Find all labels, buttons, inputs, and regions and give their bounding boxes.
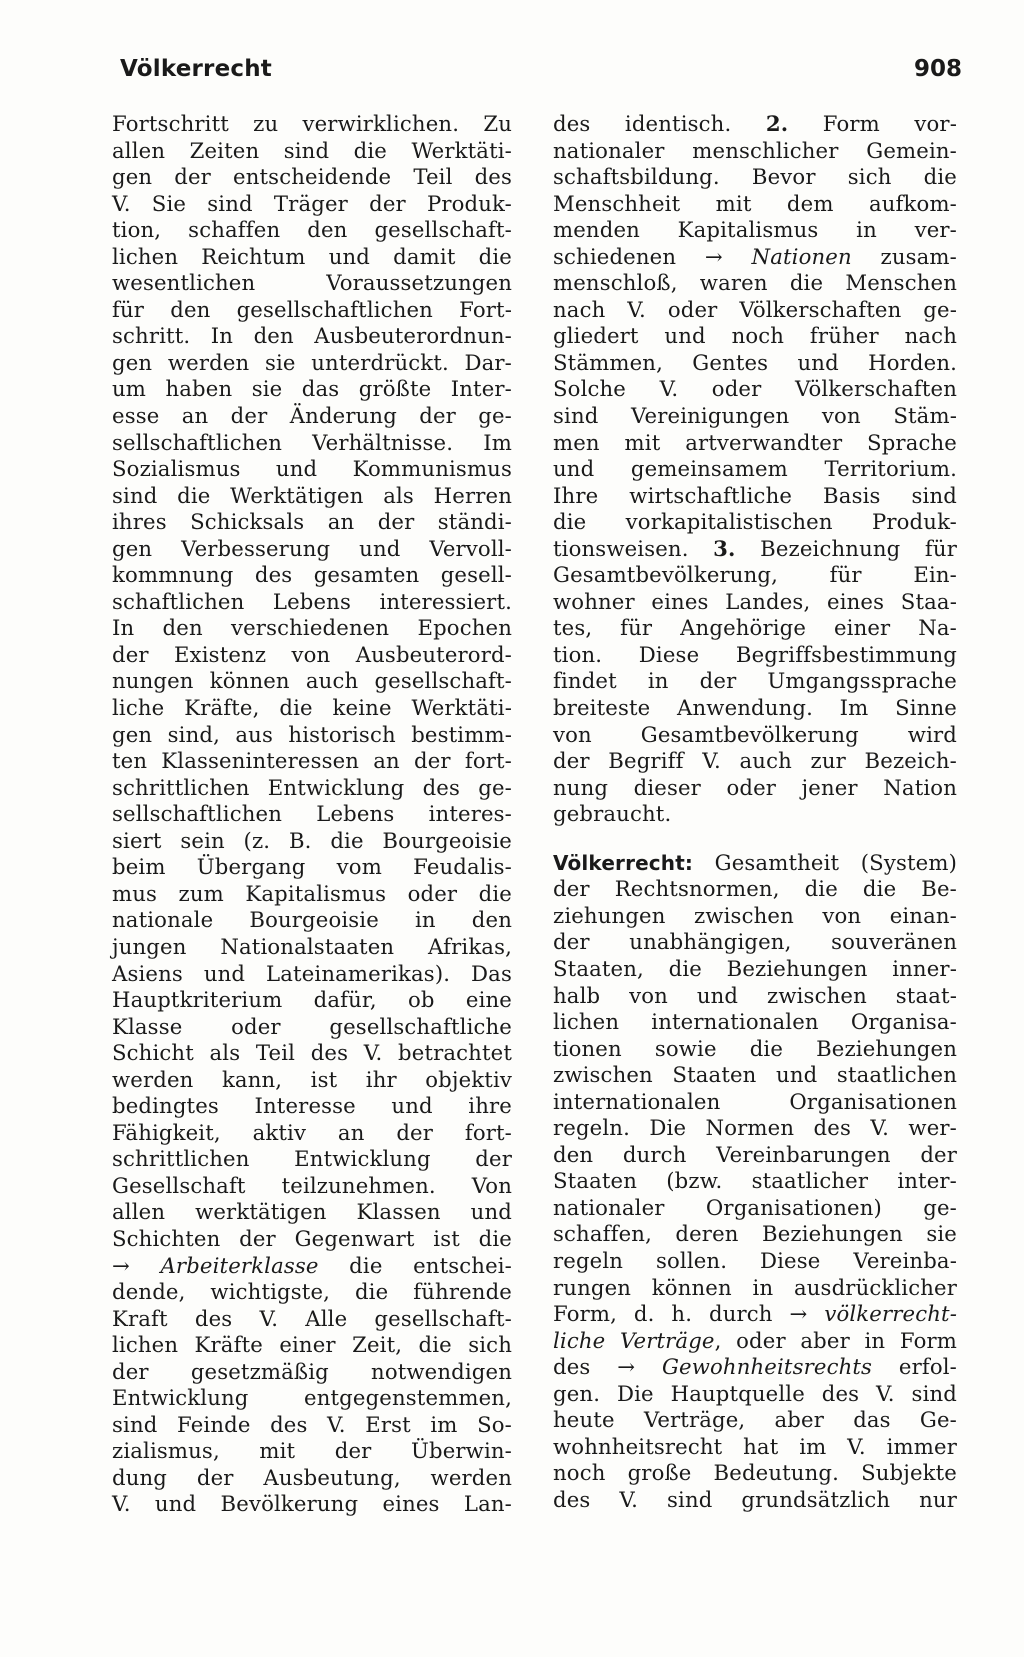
text-fragment: schiedenen — [553, 243, 705, 269]
entry-headword: Völkerrecht: — [553, 850, 694, 875]
text-line: regeln sollen. Diese Vereinba- — [553, 1247, 957, 1273]
text-line: wesentlichen Voraussetzungen — [112, 270, 512, 296]
text-line — [553, 111, 957, 138]
text-line: schaffen, deren Beziehungen sie — [553, 1221, 957, 1247]
text-line: Stämmen, Gentes und Horden. — [553, 349, 957, 375]
text-line: die vorkapitalistischen Produk- — [553, 509, 957, 535]
right-column — [553, 111, 957, 1513]
text-line: ten Klasseninteressen an der fort- — [112, 748, 512, 774]
right-column-lines-d — [553, 876, 957, 1274]
text-line: schrittlichen Entwicklung der — [112, 1146, 512, 1172]
text-line: von Gesamtbevölkerung wird — [553, 721, 957, 747]
text-fragment: tionsweisen. — [553, 535, 714, 561]
text-line: lichen internationalen Organisa- — [553, 1009, 957, 1035]
text-line: internationalen Organisationen — [553, 1088, 957, 1114]
entry-first-line — [553, 850, 957, 877]
text-line — [553, 1354, 957, 1381]
text-line: gen werden sie unterdrückt. Dar- — [112, 349, 512, 375]
text-line: regeln. Die Normen des V. wer- — [553, 1115, 957, 1141]
paragraph-gap — [553, 828, 957, 850]
page-number: 908 — [913, 56, 962, 82]
text-line — [553, 244, 957, 271]
left-column-lines — [112, 111, 512, 1253]
right-column-lines-e — [553, 1381, 957, 1487]
text-line: gen sind, aus historisch bestimm- — [112, 721, 512, 747]
text-line: gen. Die Hauptquelle des V. sind — [553, 1380, 957, 1406]
text-line: sind die Werktätigen als Herren — [112, 482, 512, 508]
cross-reference-gewohnheitsrecht[interactable]: Gewohnheitsrechts — [661, 1354, 873, 1380]
text-line: Staaten (bzw. staatlicher inter- — [553, 1168, 957, 1194]
text-line: In den verschiedenen Epochen — [112, 615, 512, 641]
text-line: nationaler Organisationen) ge- — [553, 1194, 957, 1220]
text-line: heute Verträge, aber das Ge- — [553, 1407, 957, 1433]
text-line — [553, 1328, 957, 1355]
text-line: Klasse oder gesellschaftliche — [112, 1013, 512, 1039]
text-fragment: , oder aber in Form — [714, 1327, 957, 1353]
text-line: tionen sowie die Beziehungen — [553, 1035, 957, 1061]
text-fragment: des — [553, 1354, 618, 1380]
text-line: der gesetzmäßig notwendigen — [112, 1358, 512, 1384]
text-line: der Rechtsnormen, die die Be- — [553, 876, 957, 902]
text-line: gebraucht. — [553, 801, 672, 827]
text-line: sind Vereinigungen von Stäm- — [553, 403, 957, 429]
text-line: V. und Bevölkerung eines Lan- — [112, 1491, 512, 1517]
text-line: bedingtes Interesse und ihre — [112, 1093, 512, 1119]
text-line: schaftlichen Lebens interessiert. — [112, 588, 512, 614]
text-line: esse an der Änderung der ge- — [112, 403, 512, 429]
text-line: Ihre wirtschaftliche Basis sind — [553, 482, 957, 508]
text-line: dende, wichtigste, die führende — [112, 1279, 512, 1305]
text-line: Fähigkeit, aktiv an der fort- — [112, 1119, 512, 1145]
cross-reference-voelkerrechtliche-vertraege[interactable]: völkerrecht- — [824, 1301, 958, 1327]
right-column-lines-a — [553, 138, 957, 244]
text-line: ziehungen zwischen von einan- — [553, 902, 957, 928]
text-line: V. Sie sind Träger der Produk- — [112, 190, 512, 216]
text-line: men mit artverwandter Sprache — [553, 429, 957, 455]
text-line: zwischen Staaten und staatlichen — [553, 1062, 957, 1088]
cross-reference-arrow-icon: → — [617, 1354, 636, 1380]
text-line: halb von und zwischen staat- — [553, 982, 957, 1008]
text-line: Gesamtbevölkerung, für Ein- — [553, 562, 957, 588]
cross-reference-arrow-icon: → — [704, 243, 723, 269]
text-line: schaftsbildung. Bevor sich die — [553, 164, 957, 190]
text-line: Schicht als Teil des V. betrachtet — [112, 1040, 512, 1066]
text-line: menschloß, waren die Menschen — [553, 270, 957, 296]
text-line — [112, 1253, 512, 1280]
text-line: nationale Bourgeoisie in den — [112, 907, 512, 933]
left-column — [112, 111, 512, 1518]
text-line: ihres Schicksals an der ständi- — [112, 509, 512, 535]
text-line: mus zum Kapitalismus oder die — [112, 880, 512, 906]
cross-reference-arbeiterklasse[interactable]: Arbeiterklasse — [160, 1252, 319, 1278]
text-line: breiteste Anwendung. Im Sinne — [553, 695, 957, 721]
cross-reference-arrow-icon: → — [789, 1301, 808, 1327]
text-line: schritt. In den Ausbeuterordnun- — [112, 323, 512, 349]
text-line: gen der entscheidende Teil des — [112, 164, 512, 190]
text-line: um haben sie das größte Inter- — [112, 376, 512, 402]
text-fragment: erfol- — [872, 1354, 957, 1380]
text-fragment: Bezeichnung für — [735, 535, 957, 561]
text-fragment: Form, d. h. durch — [553, 1301, 790, 1327]
cross-reference-arrow-icon: → — [112, 1252, 130, 1278]
text-line: liche Kräfte, die keine Werktäti- — [112, 695, 512, 721]
text-line: und gemeinsamem Territorium. — [553, 456, 957, 482]
text-line: tion, schaffen den gesellschaft- — [112, 217, 512, 243]
text-line: siert sein (z. B. die Bourgeoisie — [112, 827, 512, 853]
text-line: gen Verbesserung und Vervoll- — [112, 535, 512, 561]
text-line: schrittlichen Entwicklung des ge- — [112, 774, 512, 800]
right-column-lines-c — [553, 562, 957, 801]
text-line: menden Kapitalismus in ver- — [553, 217, 957, 243]
text-line: Gesellschaft teilzunehmen. Von — [112, 1172, 512, 1198]
text-fragment: Gesamtheit (System) — [693, 849, 957, 875]
text-line: jungen Nationalstaaten Afrikas, — [112, 933, 512, 959]
text-line: rungen können in ausdrücklicher — [553, 1274, 957, 1300]
text-line: beim Übergang vom Feudalis- — [112, 854, 512, 880]
enumeration-number: 3. — [713, 535, 736, 561]
text-line: Menschheit mit dem aufkom- — [553, 190, 957, 216]
text-line: Entwicklung entgegenstemmen, — [112, 1385, 512, 1411]
text-line: Asiens und Lateinamerikas). Das — [112, 960, 512, 986]
text-line: sellschaftlichen Verhältnisse. Im — [112, 429, 512, 455]
text-line: tion. Diese Begriffsbestimmung — [553, 641, 957, 667]
text-line: den durch Vereinbarungen der — [553, 1141, 957, 1167]
right-column-lines-b — [553, 270, 957, 535]
text-line: nationaler menschlicher Gemein- — [553, 137, 957, 163]
cross-reference-voelkerrechtliche-vertraege-cont[interactable]: liche Verträge — [553, 1327, 715, 1353]
left-column-lines-after — [112, 1279, 512, 1491]
text-line: Kraft des V. Alle gesellschaft- — [112, 1305, 512, 1331]
text-line: allen werktätigen Klassen und — [112, 1199, 512, 1225]
text-line: tes, für Angehörige einer Na- — [553, 615, 957, 641]
text-line: Sozialismus und Kommunismus — [112, 456, 512, 482]
text-line: nach V. oder Völkerschaften ge- — [553, 296, 957, 322]
text-line: nung dieser oder jener Nation — [553, 774, 957, 800]
enumeration-number: 2. — [765, 111, 789, 136]
text-line: noch große Bedeutung. Subjekte — [553, 1460, 957, 1486]
text-line: für den gesellschaftlichen Fort- — [112, 296, 512, 322]
text-fragment: die entschei- — [318, 1252, 512, 1278]
text-line: Hauptkriterium dafür, ob eine — [112, 987, 512, 1013]
text-fragment: zusam- — [851, 243, 957, 269]
text-line: findet in der Umgangssprache — [553, 668, 957, 694]
text-fragment: des identisch. — [553, 111, 766, 136]
text-line: werden kann, ist ihr objektiv — [112, 1066, 512, 1092]
text-line: wohnheitsrecht hat im V. immer — [553, 1433, 957, 1459]
text-line: gliedert und noch früher nach — [553, 323, 957, 349]
text-fragment: Form vor- — [788, 111, 957, 136]
text-line: kommnung des gesamten gesell- — [112, 562, 512, 588]
text-line — [553, 1301, 957, 1328]
text-line: allen Zeiten sind die Werktäti- — [112, 137, 512, 163]
text-line: sind Feinde des V. Erst im So- — [112, 1411, 512, 1437]
text-line: der Begriff V. auch zur Bezeich- — [553, 748, 957, 774]
text-line: nungen können auch gesellschaft- — [112, 668, 512, 694]
text-line: Schichten der Gegenwart ist die — [112, 1225, 512, 1251]
text-line: des V. sind grundsätzlich nur — [553, 1486, 957, 1512]
text-line: lichen Reichtum und damit die — [112, 243, 512, 269]
text-line: wohner eines Landes, eines Staa- — [553, 588, 957, 614]
cross-reference-nationen[interactable]: Nationen — [751, 243, 852, 269]
running-head: Völkerrecht — [120, 56, 272, 82]
text-line: Staaten, die Beziehungen inner- — [553, 955, 957, 981]
text-line: der Existenz von Ausbeuterord- — [112, 641, 512, 667]
text-line: Solche V. oder Völkerschaften — [553, 376, 957, 402]
text-line — [553, 536, 957, 563]
text-line: sellschaftlichen Lebens interes- — [112, 801, 512, 827]
text-line: dung der Ausbeutung, werden — [112, 1464, 512, 1490]
text-line: zialismus, mit der Überwin- — [112, 1438, 512, 1464]
text-line: lichen Kräfte einer Zeit, die sich — [112, 1332, 512, 1358]
text-line: der unabhängigen, souveränen — [553, 929, 957, 955]
text-line: Fortschritt zu verwirklichen. Zu — [112, 111, 512, 136]
